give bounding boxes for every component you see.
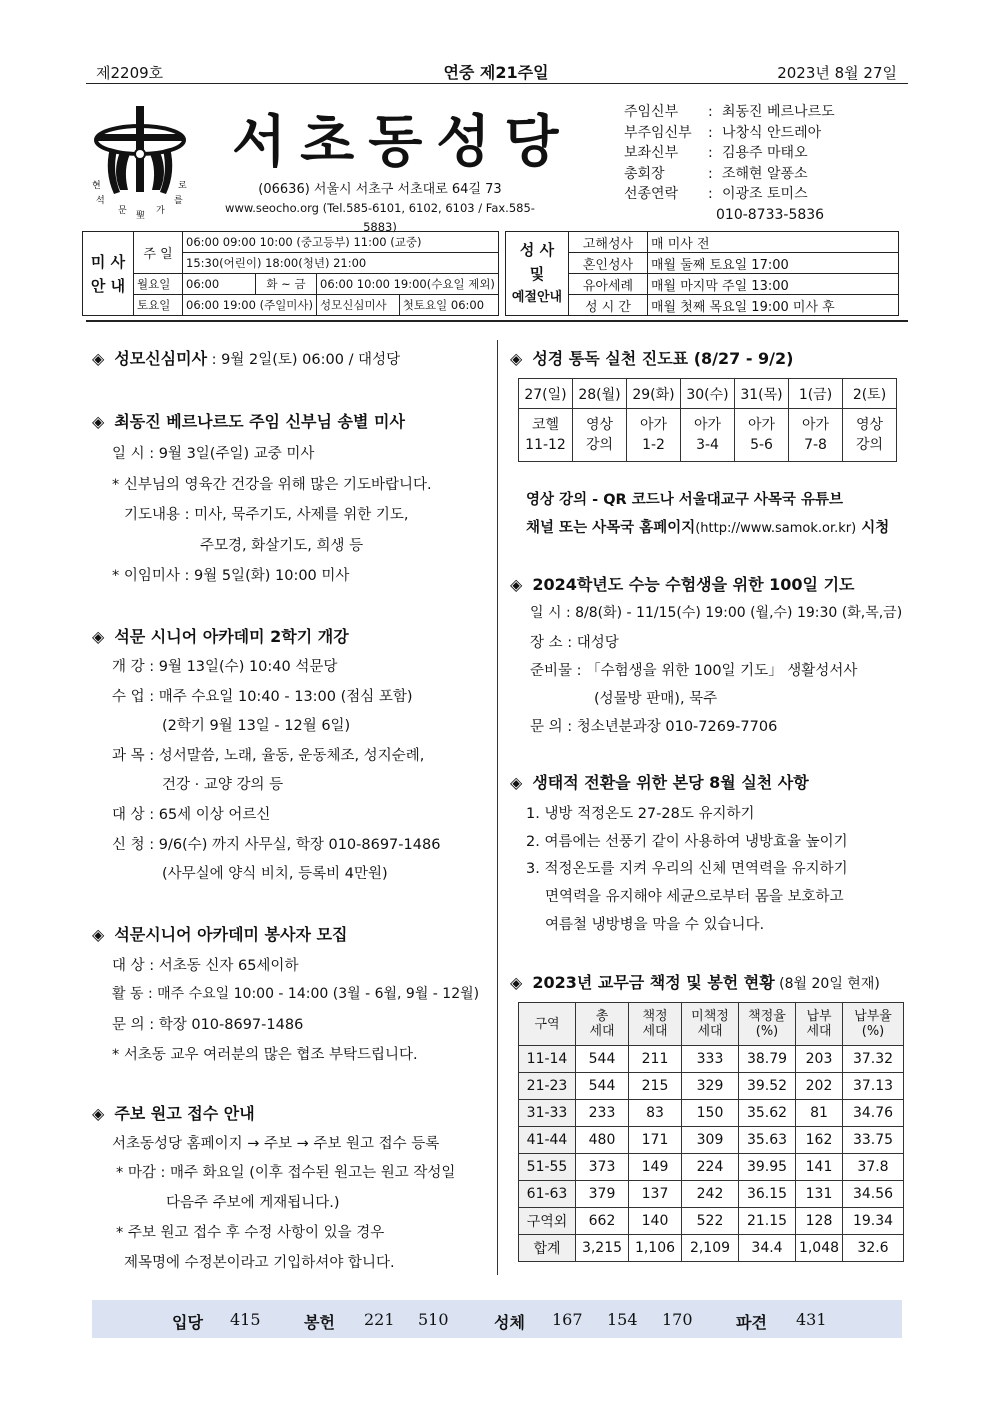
finance-cell: 83	[629, 1100, 682, 1127]
diamond-icon: ◈	[510, 773, 523, 792]
church-address: (06636) 서울시 서초구 서초대로 64길 73	[258, 182, 502, 197]
academy-line: 수 업 : 매주 수요일 10:40 - 13:00 (점심 포함)	[112, 689, 413, 705]
farewell-line: 기도내용 : 미사, 묵주기도, 사제를 위한 기도,	[124, 507, 409, 523]
logo-char: 가	[156, 206, 165, 216]
finance-cell: 37.8	[843, 1154, 904, 1181]
exam-line: 문 의 : 청소년분과장 010-7269-7706	[530, 719, 778, 735]
liturgical-week: 연중 제21주일	[443, 63, 549, 82]
sunday-times-2: 15:30(어린이) 18:00(청년) 21:00	[183, 253, 499, 274]
entry-hymn: 415	[230, 1310, 261, 1329]
logo-char: 를	[174, 196, 183, 206]
finance-cell: 34.56	[843, 1181, 904, 1208]
sunday-times-1: 06:00 09:00 10:00 (중고등부) 11:00 (교중)	[183, 232, 499, 253]
finance-cell: 141	[796, 1154, 843, 1181]
sacred-heart-mass: 성모신심미사	[317, 295, 400, 316]
section-title-eco: ◈ 생태적 전환을 위한 본당 8월 실천 사항	[510, 773, 809, 792]
clergy-name: 나창식 안드레아	[722, 124, 822, 141]
academy-line: 과 목 : 성서말씀, 노래, 율동, 운동체조, 성지순례,	[112, 748, 425, 764]
clergy-row: 총회장 : 조해현 알퐁소	[624, 164, 835, 185]
academy-line: (사무실에 양식 비치, 등록비 4만원)	[162, 866, 388, 882]
finance-header: 책정 세대	[629, 1003, 682, 1046]
sacrament-name: 유아세례	[569, 274, 648, 295]
bible-reading-table	[518, 378, 897, 462]
finance-district: 51-55	[519, 1154, 576, 1181]
finance-cell: 32.6	[843, 1235, 904, 1262]
finance-header: 총 세대	[576, 1003, 629, 1046]
volunteer-line: 문 의 : 학장 010-8697-1486	[112, 1017, 304, 1033]
farewell-line: 일 시 : 9월 3일(주일) 교중 미사	[112, 446, 315, 462]
finance-district: 41-44	[519, 1127, 576, 1154]
first-saturday: 첫토요일 06:00	[399, 295, 498, 316]
bible-reading: 아가 7-8	[789, 409, 843, 462]
exam-line: (성물방 판매), 묵주	[594, 691, 718, 707]
finance-cell: 149	[629, 1154, 682, 1181]
farewell-line: * 이임미사 : 9월 5일(화) 10:00 미사	[112, 568, 350, 584]
bible-day: 2(토)	[843, 379, 897, 409]
sacrament-name: 혼인성사	[569, 253, 648, 274]
finance-cell: 233	[576, 1100, 629, 1127]
finance-cell: 544	[576, 1046, 629, 1073]
finance-cell: 137	[629, 1181, 682, 1208]
volunteer-line: 활 동 : 매주 수요일 10:00 - 14:00 (3월 - 6월, 9월 - 12월)	[112, 986, 480, 1002]
finance-header: 구역	[519, 1003, 576, 1046]
finance-cell: 333	[682, 1046, 739, 1073]
mass-hymns-bar	[92, 1300, 902, 1338]
finance-cell: 131	[796, 1181, 843, 1208]
eco-line: 면역력을 유지해야 세균으로부터 몸을 보호하고	[545, 889, 844, 905]
bulletin-line: 다음주 주보에 게재됩니다.)	[166, 1195, 340, 1211]
clergy-name: 이광조 토미스	[722, 186, 808, 202]
section-title-finance: ◈ 2023년 교무금 책정 및 봉헌 현황 (8월 20일 현재)	[510, 973, 880, 992]
finance-header: 책정율 (%)	[739, 1003, 796, 1046]
finance-row	[519, 1208, 904, 1235]
diamond-icon: ◈	[510, 575, 523, 594]
finance-row	[519, 1154, 904, 1181]
clergy-role: 부주임신부	[624, 124, 692, 141]
offering-hymn-1: 221	[364, 1310, 395, 1329]
logo-char: 로	[178, 181, 187, 191]
volunteer-line: 대 상 : 서초동 신자 65세이하	[112, 958, 299, 974]
finance-cell: 215	[629, 1073, 682, 1100]
section-title-volunteers: ◈ 석문시니어 아카데미 봉사자 모집	[92, 925, 348, 944]
finance-row	[519, 1127, 904, 1154]
bulletin-line: * 마감 : 매주 화요일 (이후 접수된 원고는 원고 작성일	[116, 1165, 456, 1181]
finance-cell: 21.15	[739, 1208, 796, 1235]
academy-line: 개 강 : 9월 13일(수) 10:40 석문당	[112, 659, 338, 675]
communion-hymn-3: 170	[662, 1310, 693, 1329]
finance-cell: 34.4	[739, 1235, 796, 1262]
finance-header: 납부 세대	[796, 1003, 843, 1046]
church-name: 서초동성당	[232, 110, 573, 175]
finance-header-row	[519, 1003, 904, 1046]
section-title-bible-reading: ◈ 성경 통독 실천 진도표 (8/27 - 9/2)	[510, 349, 794, 368]
bulletin-line: * 주보 원고 접수 후 수정 사항이 있을 경우	[116, 1225, 385, 1241]
section-title-bulletin: ◈ 주보 원고 접수 안내	[92, 1104, 255, 1123]
section-title-exam-prayer: ◈ 2024학년도 수능 수험생을 위한 100일 기도	[510, 575, 855, 594]
finance-cell: 3,215	[576, 1235, 629, 1262]
finance-cell: 39.52	[739, 1073, 796, 1100]
logo-char: 현	[92, 181, 101, 191]
clergy-name: 김용주 마태오	[722, 145, 808, 161]
bible-reading: 영상 강의	[843, 409, 897, 462]
sacrament-time: 매월 첫째 목요일 19:00 미사 후	[648, 295, 899, 316]
clergy-name: 최동진 베르나르도	[722, 104, 835, 120]
bible-note-1: 영상 강의 - QR 코드나 서울대교구 사목국 유튜브	[526, 492, 843, 508]
finance-subtitle: (8월 20일 현재)	[774, 976, 880, 992]
finance-row	[519, 1235, 904, 1262]
sacrament-time: 매월 둘째 토요일 17:00	[648, 253, 899, 274]
finance-cell: 33.75	[843, 1127, 904, 1154]
church-logo	[90, 102, 190, 220]
finance-cell: 203	[796, 1046, 843, 1073]
bible-reading-row	[519, 409, 897, 462]
finance-cell: 128	[796, 1208, 843, 1235]
finance-cell: 329	[682, 1073, 739, 1100]
diamond-icon: ◈	[92, 1104, 105, 1123]
academy-line: 건강 · 교양 강의 등	[162, 777, 284, 793]
finance-cell: 34.76	[843, 1100, 904, 1127]
clergy-row: 보좌신부 : 김용주 마태오	[624, 143, 835, 164]
exam-line: 일 시 : 8/8(화) - 11/15(수) 19:00 (월,수) 19:30 (화,목,금)	[530, 605, 903, 621]
tue-fri-time: 06:00 10:00 19:00(수요일 제외)	[317, 274, 499, 295]
communion-hymn-1: 167	[552, 1310, 583, 1329]
finance-cell: 2,109	[682, 1235, 739, 1262]
exam-line: 장 소 : 대성당	[530, 635, 619, 651]
eco-line: 2. 여름에는 선풍기 같이 사용하여 냉방효율 높이기	[526, 834, 848, 850]
logo-char: 聖	[136, 211, 146, 220]
finance-row	[519, 1181, 904, 1208]
sacraments-title: 성 사 및 예절안내	[506, 232, 569, 316]
issue-number: 제2209호	[96, 64, 164, 82]
dismissal-hymn: 431	[796, 1310, 827, 1329]
logo-char: 석	[96, 196, 105, 206]
finance-cell: 39.95	[739, 1154, 796, 1181]
eco-line: 1. 냉방 적정온도 27-28도 유지하기	[526, 806, 755, 822]
clergy-list	[624, 102, 835, 225]
header-rule	[86, 83, 908, 84]
bible-reading: 아가 5-6	[735, 409, 789, 462]
bible-day: 27(일)	[519, 379, 573, 409]
finance-cell: 373	[576, 1154, 629, 1181]
farewell-line: 주모경, 화살기도, 희생 등	[200, 538, 364, 554]
section-title-senior-academy: ◈ 석문 시니어 아카데미 2학기 개강	[92, 627, 349, 646]
bible-reading: 영상 강의	[573, 409, 627, 462]
finance-district: 합계	[519, 1235, 576, 1262]
diamond-icon: ◈	[92, 627, 105, 646]
finance-header: 납부율 (%)	[843, 1003, 904, 1046]
finance-district: 구역외	[519, 1208, 576, 1235]
offering-label: 봉헌	[304, 1313, 335, 1332]
finance-cell: 662	[576, 1208, 629, 1235]
finance-cell: 1,048	[796, 1235, 843, 1262]
finance-district: 11-14	[519, 1046, 576, 1073]
communion-hymn-2: 154	[607, 1310, 638, 1329]
sacrament-name: 고해성사	[569, 232, 648, 253]
clergy-role: 총회장	[624, 165, 665, 182]
cross-hands-icon	[90, 102, 190, 220]
academy-line: 대 상 : 65세 이상 어르신	[112, 807, 271, 823]
bulletin-line: 서초동성당 홈페이지 → 주보 → 주보 원고 접수 등록	[112, 1136, 440, 1152]
bible-reading: 아가 1-2	[627, 409, 681, 462]
academy-line: 신 청 : 9/6(수) 까지 사무실, 학장 010-8697-1486	[112, 837, 441, 853]
church-address-block	[210, 180, 550, 237]
diamond-icon: ◈	[510, 973, 523, 992]
volunteer-line: * 서초동 교우 여러분의 많은 협조 부탁드립니다.	[112, 1047, 418, 1063]
dismissal-label: 파견	[736, 1313, 767, 1332]
mass-schedule-title: 미 사 안 내	[83, 232, 134, 316]
bible-note-2: 채널 또는 사목국 홈페이지(http://www.samok.or.kr) 시청	[526, 520, 890, 536]
finance-cell: 36.15	[739, 1181, 796, 1208]
communion-label: 성체	[494, 1313, 525, 1332]
eco-line: 여름철 냉방병을 막을 수 있습니다.	[545, 917, 765, 933]
sacrament-time: 매월 마지막 주일 13:00	[648, 274, 899, 295]
finance-cell: 37.13	[843, 1073, 904, 1100]
column-divider	[497, 340, 498, 1275]
clergy-phone: 010-8733-5836	[716, 206, 825, 223]
finance-cell: 35.63	[739, 1127, 796, 1154]
bible-day: 1(금)	[789, 379, 843, 409]
bible-reading: 코헬 11-12	[519, 409, 573, 462]
bible-day: 29(화)	[627, 379, 681, 409]
logo-char: 문	[118, 206, 127, 216]
finance-cell: 480	[576, 1127, 629, 1154]
finance-district: 31-33	[519, 1100, 576, 1127]
finance-cell: 202	[796, 1073, 843, 1100]
finance-table	[518, 1002, 904, 1262]
finance-district: 61-63	[519, 1181, 576, 1208]
saturday-time: 06:00 19:00 (주일미사)	[183, 295, 317, 316]
clergy-row: 부주임신부 : 나창식 안드레아	[624, 123, 835, 144]
finance-cell: 37.32	[843, 1046, 904, 1073]
finance-row	[519, 1100, 904, 1127]
mass-schedule-table	[82, 231, 499, 316]
section-rule	[86, 320, 908, 322]
finance-body	[519, 1046, 904, 1262]
finance-cell: 140	[629, 1208, 682, 1235]
farewell-line: * 신부님의 영육간 건강을 위해 많은 기도바랍니다.	[112, 477, 432, 493]
exam-line: 준비물 : 「수험생을 위한 100일 기도」 생활성서사	[530, 663, 858, 679]
finance-cell: 150	[682, 1100, 739, 1127]
sacrament-time: 매 미사 전	[648, 232, 899, 253]
finance-row	[519, 1073, 904, 1100]
entry-label: 입당	[172, 1313, 203, 1332]
offering-hymn-2: 510	[418, 1310, 449, 1329]
bible-day: 31(목)	[735, 379, 789, 409]
sunday-label: 주 일	[134, 232, 183, 274]
finance-cell: 19.34	[843, 1208, 904, 1235]
finance-cell: 1,106	[629, 1235, 682, 1262]
finance-cell: 309	[682, 1127, 739, 1154]
finance-cell: 544	[576, 1073, 629, 1100]
monday-time: 06:00	[183, 274, 256, 295]
bible-reading: 아가 3-4	[681, 409, 735, 462]
finance-row	[519, 1046, 904, 1073]
diamond-icon: ◈	[92, 349, 105, 368]
section-title-sacred-heart: ◈ 성모신심미사 : 9월 2일(토) 06:00 / 대성당	[92, 349, 401, 368]
church-web-contact: www.seocho.org (Tel.585-6101, 6102, 6103 / Fax.585-5883)	[225, 201, 535, 234]
bible-day: 28(월)	[573, 379, 627, 409]
academy-line: (2학기 9월 13일 - 12월 6일)	[162, 718, 351, 734]
sacraments-table	[505, 231, 899, 316]
section-title-farewell-mass: ◈ 최동진 베르나르도 주임 신부님 송별 미사	[92, 412, 405, 431]
finance-cell: 171	[629, 1127, 682, 1154]
sacrament-name: 성 시 간	[569, 295, 648, 316]
diamond-icon: ◈	[92, 925, 105, 944]
issue-date: 2023년 8월 27일	[777, 64, 897, 82]
monday-label: 월요일	[134, 274, 183, 295]
tue-fri-label: 화 ~ 금	[256, 274, 317, 295]
diamond-icon: ◈	[92, 412, 105, 431]
finance-cell: 522	[682, 1208, 739, 1235]
finance-cell: 81	[796, 1100, 843, 1127]
finance-cell: 379	[576, 1181, 629, 1208]
bible-day: 30(수)	[681, 379, 735, 409]
clergy-role: 선종연락	[624, 186, 679, 202]
clergy-name: 조해현 알퐁소	[722, 165, 808, 182]
clergy-row: 선종연락 : 이광조 토미스	[624, 184, 835, 205]
finance-district: 21-23	[519, 1073, 576, 1100]
finance-cell: 211	[629, 1046, 682, 1073]
clergy-row: 주임신부 : 최동진 베르나르도	[624, 102, 835, 123]
saturday-label: 토요일	[134, 295, 183, 316]
finance-cell: 162	[796, 1127, 843, 1154]
finance-cell: 38.79	[739, 1046, 796, 1073]
samok-link[interactable]: (http://www.samok.or.kr)	[695, 521, 857, 536]
finance-cell: 224	[682, 1154, 739, 1181]
sacred-heart-detail: : 9월 2일(토) 06:00 / 대성당	[207, 352, 401, 368]
bible-days-row	[519, 379, 897, 409]
clergy-role: 주임신부	[624, 104, 679, 120]
clergy-role: 보좌신부	[624, 145, 679, 161]
diamond-icon: ◈	[510, 349, 523, 368]
bulletin-line: 제목명에 수정본이라고 기입하셔야 합니다.	[124, 1255, 395, 1271]
finance-cell: 242	[682, 1181, 739, 1208]
eco-line: 3. 적정온도를 지켜 우리의 신체 면역력을 유지하기	[526, 861, 848, 877]
finance-header: 미책정 세대	[682, 1003, 739, 1046]
finance-cell: 35.62	[739, 1100, 796, 1127]
